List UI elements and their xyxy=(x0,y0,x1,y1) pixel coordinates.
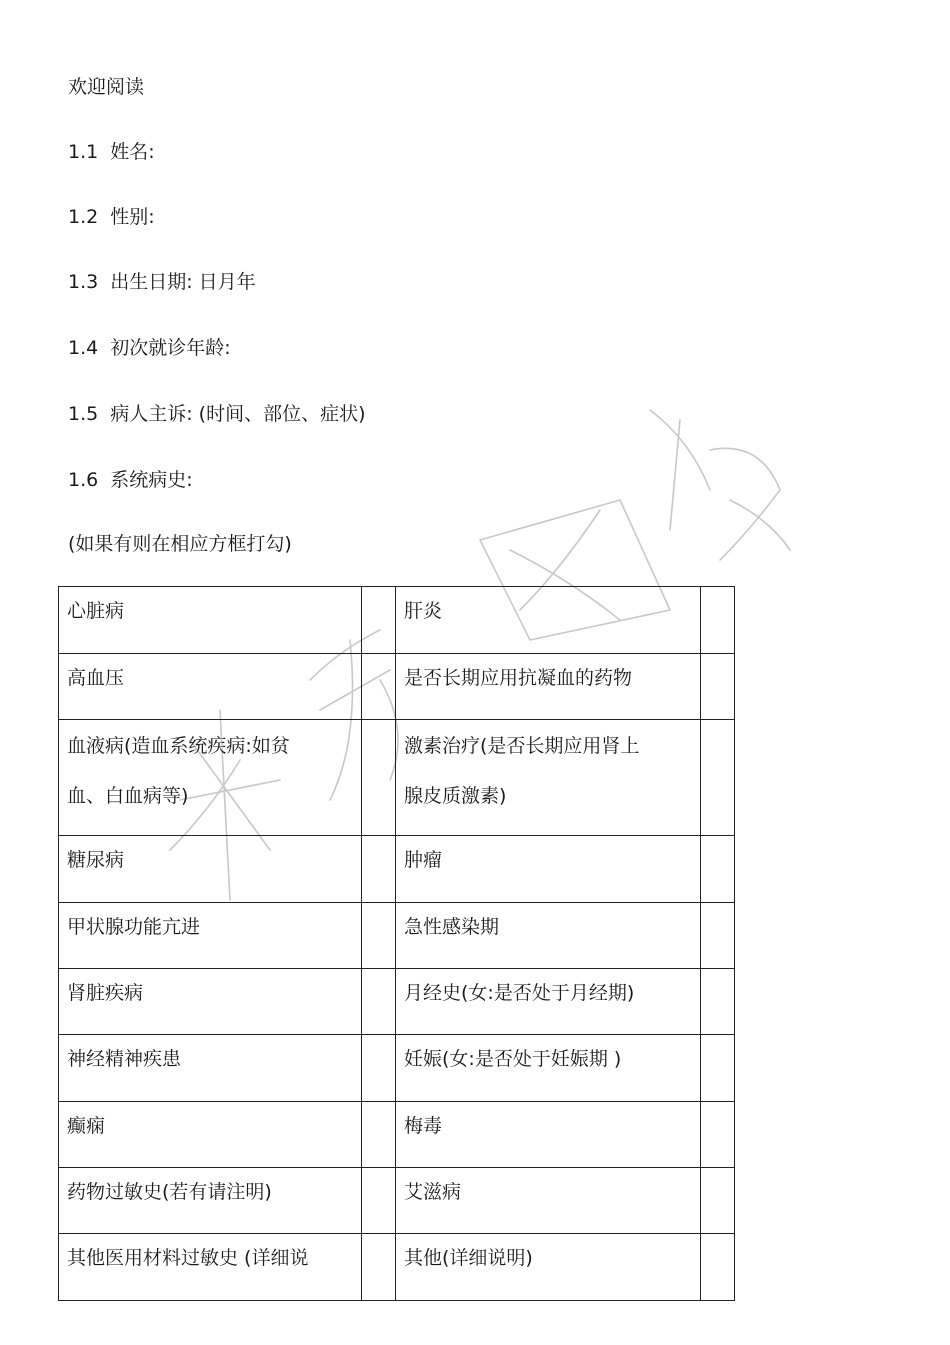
condition-line: 血液病(造血系统疾病:如贫 xyxy=(67,735,290,757)
checkbox-heart-disease[interactable] xyxy=(362,587,396,654)
condition-heart-disease: 心脏病 xyxy=(59,587,362,654)
checkbox-neuropsychiatric[interactable] xyxy=(362,1035,396,1102)
table-row xyxy=(59,903,735,969)
table-row xyxy=(59,836,735,903)
checkbox-tumor[interactable] xyxy=(701,836,735,903)
checkbox-blood-disease[interactable] xyxy=(362,720,396,836)
field-systemic-history xyxy=(68,468,193,492)
condition-hepatitis: 肝炎 xyxy=(396,587,701,654)
checkbox-syphilis[interactable] xyxy=(701,1102,735,1168)
field-label: 系统病史: xyxy=(110,469,193,491)
condition-line: 血、白血病等) xyxy=(67,785,189,807)
condition-blood-disease xyxy=(59,720,362,836)
checkbox-other[interactable] xyxy=(701,1234,735,1301)
condition-line: 腺皮质激素) xyxy=(404,785,507,807)
checkbox-hormone-therapy[interactable] xyxy=(701,720,735,836)
field-number: 1.2 xyxy=(68,206,99,228)
condition-epilepsy: 癫痫 xyxy=(59,1102,362,1168)
table-row xyxy=(59,1168,735,1234)
checkbox-aids[interactable] xyxy=(701,1168,735,1234)
field-label: 病人主诉: (时间、部位、症状) xyxy=(110,403,366,425)
checkbox-drug-allergy[interactable] xyxy=(362,1168,396,1234)
field-label: 姓名: xyxy=(110,141,155,163)
field-label: 性别: xyxy=(110,206,155,228)
instruction-note: (如果有则在相应方框打勾) xyxy=(68,533,292,555)
checkbox-acute-infection[interactable] xyxy=(701,903,735,969)
checkbox-kidney-disease[interactable] xyxy=(362,969,396,1035)
condition-anticoagulants: 是否长期应用抗凝血的药物 xyxy=(396,654,701,720)
condition-hypertension: 高血压 xyxy=(59,654,362,720)
field-first-visit-age xyxy=(68,336,231,360)
table-row xyxy=(59,969,735,1035)
table-row xyxy=(59,654,735,720)
field-name xyxy=(68,140,155,164)
table-row xyxy=(59,1035,735,1102)
checkbox-hypertension[interactable] xyxy=(362,654,396,720)
checkbox-hyperthyroidism[interactable] xyxy=(362,903,396,969)
table-row xyxy=(59,720,735,836)
condition-syphilis: 梅毒 xyxy=(396,1102,701,1168)
condition-tumor: 肿瘤 xyxy=(396,836,701,903)
welcome-heading: 欢迎阅读 xyxy=(68,76,145,98)
condition-acute-infection: 急性感染期 xyxy=(396,903,701,969)
field-label: 出生日期: 日月年 xyxy=(110,271,256,293)
checkbox-pregnancy[interactable] xyxy=(701,1035,735,1102)
condition-menstrual-history: 月经史(女:是否处于月经期) xyxy=(396,969,701,1035)
field-label: 初次就诊年龄: xyxy=(110,337,231,359)
condition-material-allergy: 其他医用材料过敏史 (详细说 xyxy=(59,1234,362,1301)
medical-history-table xyxy=(58,586,735,1301)
field-gender xyxy=(68,205,155,229)
condition-kidney-disease: 肾脏疾病 xyxy=(59,969,362,1035)
condition-neuropsychiatric: 神经精神疾患 xyxy=(59,1035,362,1102)
table-row xyxy=(59,1102,735,1168)
checkbox-anticoagulants[interactable] xyxy=(701,654,735,720)
checkbox-material-allergy[interactable] xyxy=(362,1234,396,1301)
table-row xyxy=(59,1234,735,1301)
field-number: 1.4 xyxy=(68,337,99,359)
condition-diabetes: 糖尿病 xyxy=(59,836,362,903)
condition-other: 其他(详细说明) xyxy=(396,1234,701,1301)
condition-pregnancy: 妊娠(女:是否处于妊娠期 ) xyxy=(396,1035,701,1102)
checkbox-diabetes[interactable] xyxy=(362,836,396,903)
condition-line: 激素治疗(是否长期应用肾上 xyxy=(404,735,640,757)
condition-drug-allergy: 药物过敏史(若有请注明) xyxy=(59,1168,362,1234)
condition-hormone-therapy xyxy=(396,720,701,836)
field-number: 1.1 xyxy=(68,141,99,163)
table-row xyxy=(59,587,735,654)
field-birthdate xyxy=(68,270,256,294)
condition-hyperthyroidism: 甲状腺功能亢进 xyxy=(59,903,362,969)
field-number: 1.6 xyxy=(68,469,99,491)
condition-aids: 艾滋病 xyxy=(396,1168,701,1234)
checkbox-hepatitis[interactable] xyxy=(701,587,735,654)
field-chief-complaint xyxy=(68,402,366,426)
field-number: 1.5 xyxy=(68,403,99,425)
checkbox-menstrual-history[interactable] xyxy=(701,969,735,1035)
checkbox-epilepsy[interactable] xyxy=(362,1102,396,1168)
field-number: 1.3 xyxy=(68,271,99,293)
